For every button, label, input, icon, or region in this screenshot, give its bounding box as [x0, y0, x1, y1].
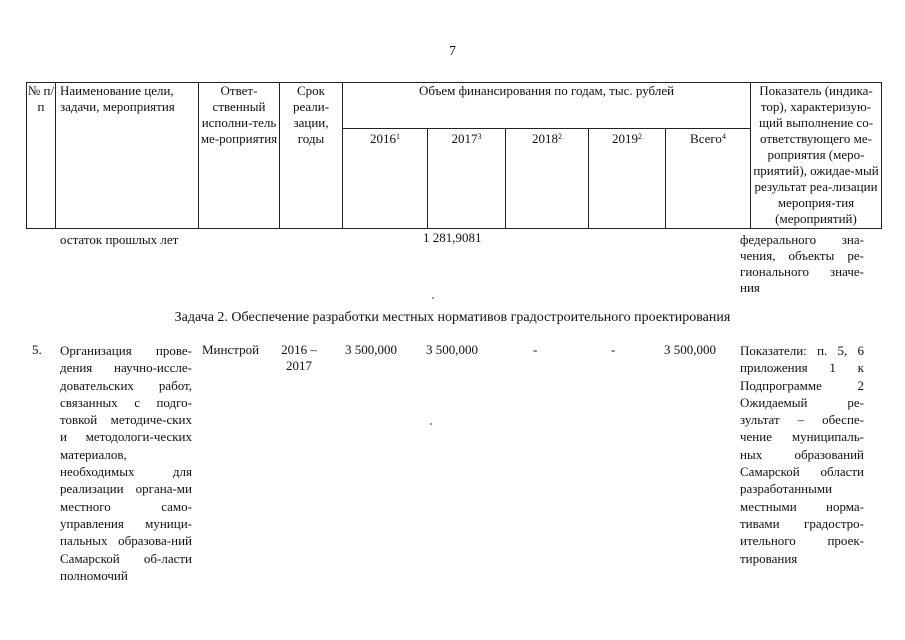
cont-row-indicator: федерального зна-чения, объекты ре-гионального значе-ния [740, 232, 864, 295]
scan-speck [432, 297, 434, 299]
col-header-funding: Объем финансирования по годам, тыс. рублей [343, 83, 751, 129]
col-header-name: Наименование цели, задачи, мероприятия [56, 83, 199, 229]
row5-executor: Минстрой [202, 342, 260, 357]
row5-value-2017: 3 500,000 [426, 342, 478, 357]
col-header-year-2018: 2018$^2$ [506, 129, 589, 229]
col-header-year-2019: 2019$^2$ [589, 129, 666, 229]
row5-indicator: Показатели: п. 5, 6 приложения 1 к Подпрограмме 2 Ожидаемый ре-зультат – обеспе-чение муниципаль-ных образований Самарской области разработанными местными норма-тивами градостро-ительного проек-тирования [740, 343, 864, 566]
cont-row-value-2017: 1 281,9081 [423, 230, 482, 245]
col-header-year-2017: 2017$^3$ [428, 129, 506, 229]
page-number: 7 [449, 44, 456, 59]
col-header-total: Всего$^4$ [666, 129, 751, 229]
col-header-year-2016: 2016$^1$ [343, 129, 428, 229]
row5-num: 5. [32, 342, 42, 357]
col-header-executor: Ответ-ственный исполни-тель ме-роприятия [199, 83, 280, 229]
row5-term: 2016 – 2017 [281, 342, 317, 373]
row5-value-2016: 3 500,000 [345, 342, 397, 357]
row5-name: Организация прове-дения научно-иссле-довательских работ, связанных с подго-товкой методиче-ских и методологи-ческих материалов, необходимых для реализации органа-ми местного само-управления муници-пальных образова-ний Самарской об-ласти полномочий [60, 343, 192, 583]
col-header-indicator: Показатель (индика-тор), характеризую-щий выполнение со-ответствующего ме-роприятия (меро-приятий), ожидае-мый результат реа-лизации мероприя-тия (мероприятий) [751, 83, 882, 229]
row5-total: 3 500,000 [664, 342, 716, 357]
col-header-term: Срок реали-зации, годы [280, 83, 343, 229]
row5-value-2018: - [533, 342, 538, 357]
row5-value-2019: - [611, 342, 616, 357]
task-title: Задача 2. Обеспечение разработки местных нормативов градостроительного проектирования [174, 310, 731, 325]
col-header-num: № п/п [27, 83, 56, 229]
cont-row-name: остаток прошлых лет [60, 232, 179, 247]
scan-speck [430, 423, 432, 425]
table-header [26, 82, 882, 229]
